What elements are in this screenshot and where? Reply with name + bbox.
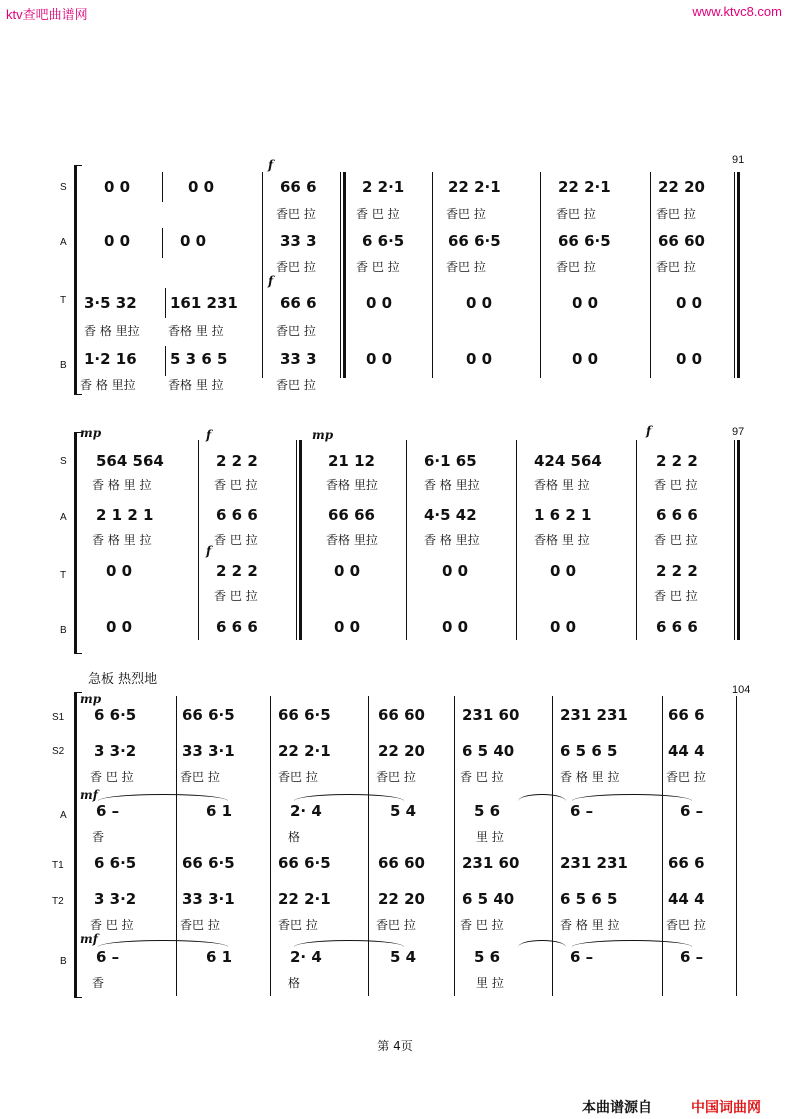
measure-notes: 5 4 xyxy=(390,948,417,966)
lyric: 香 格 里 拉 xyxy=(560,770,620,784)
measure-notes: 2 2 2 xyxy=(656,452,698,470)
lyric: 香巴 拉 xyxy=(180,770,220,784)
repeat-sign xyxy=(734,440,744,640)
measure-notes: 564 564 xyxy=(96,452,164,470)
lyric: 香 巴 拉 xyxy=(90,918,134,932)
measure-notes: 66 6 xyxy=(280,178,317,196)
measure-notes: 2 2 2 xyxy=(216,452,258,470)
measure-notes: 2 2 2 xyxy=(656,562,698,580)
measure-notes: 0 0 xyxy=(442,562,469,580)
tempo-marking: 急板 热烈地 xyxy=(88,672,158,687)
measure-notes: 6 – xyxy=(96,802,120,820)
measure-notes: 6 6·5 xyxy=(94,706,137,724)
measure-notes: 22 20 xyxy=(378,742,425,760)
system-brace xyxy=(74,432,82,654)
bar-line xyxy=(162,228,163,258)
measure-notes: 0 0 xyxy=(366,294,393,312)
bar-line xyxy=(262,172,263,378)
measure-notes: 0 0 xyxy=(550,618,577,636)
slur xyxy=(294,940,404,947)
measure-notes: 2 1 2 1 xyxy=(96,506,154,524)
measure-notes: 3·5 32 xyxy=(84,294,137,312)
measure-notes: 22 20 xyxy=(658,178,705,196)
measure-notes: 33 3·1 xyxy=(182,890,235,908)
dynamic-marking: f xyxy=(268,274,274,288)
site-header-left[interactable]: ktv查吧曲谱网 xyxy=(6,7,88,22)
measure-notes: 66 6·5 xyxy=(182,854,235,872)
measure-notes: 66 6·5 xyxy=(278,706,331,724)
measure-notes: 0 0 xyxy=(104,178,131,196)
staff-label: T2 xyxy=(52,896,64,907)
lyric: 香 格 里 拉 xyxy=(92,533,152,547)
system-2 xyxy=(0,420,790,650)
lyric: 香巴 拉 xyxy=(376,770,416,784)
measure-notes: 1·2 16 xyxy=(84,350,137,368)
measure-notes: 33 3 xyxy=(280,350,317,368)
dynamic-marking: mf xyxy=(80,788,98,802)
lyric: 香巴 拉 xyxy=(656,207,696,221)
lyric: 香 巴 拉 xyxy=(654,533,698,547)
lyric: 香格 里 拉 xyxy=(534,533,590,547)
lyric: 香巴 拉 xyxy=(376,918,416,932)
bar-line xyxy=(540,172,541,378)
staff-label: B xyxy=(60,625,67,636)
staff-label: S1 xyxy=(52,712,65,723)
lyric: 香巴 拉 xyxy=(276,260,316,274)
measure-notes: 22 20 xyxy=(378,890,425,908)
slur xyxy=(518,794,566,801)
measure-notes: 0 0 xyxy=(550,562,577,580)
dynamic-marking: mp xyxy=(80,692,102,706)
measure-notes: 231 231 xyxy=(560,854,628,872)
measure-notes: 66 6 xyxy=(668,854,705,872)
lyric: 香 巴 拉 xyxy=(460,770,504,784)
lyric: 香格 里 拉 xyxy=(534,478,590,492)
system-1 xyxy=(0,150,790,400)
measure-notes: 33 3·1 xyxy=(182,742,235,760)
measure-notes: 66 6·5 xyxy=(448,232,501,250)
dynamic-marking: f xyxy=(206,544,212,558)
staff-label: S2 xyxy=(52,746,65,757)
measure-notes: 6 6 6 xyxy=(216,506,258,524)
bar-line xyxy=(736,696,737,996)
lyric: 香巴 拉 xyxy=(276,378,316,392)
measure-notes: 6 5 40 xyxy=(462,742,515,760)
lyric: 香 格 里拉 xyxy=(424,533,480,547)
measure-notes: 0 0 xyxy=(334,618,361,636)
slur xyxy=(294,794,404,801)
measure-notes: 0 0 xyxy=(466,350,493,368)
measure-notes: 33 3 xyxy=(280,232,317,250)
bar-line xyxy=(176,696,177,996)
slur xyxy=(518,940,566,947)
measure-notes: 2 2·1 xyxy=(362,178,405,196)
measure-notes: 6 1 xyxy=(206,948,233,966)
measure-notes: 5 3 6 5 xyxy=(170,350,228,368)
bar-line xyxy=(516,440,517,640)
measure-notes: 6 – xyxy=(570,948,594,966)
bar-line xyxy=(432,172,433,378)
slur xyxy=(572,940,692,947)
measure-notes: 6 – xyxy=(680,948,704,966)
measure-notes: 4·5 42 xyxy=(424,506,477,524)
measure-notes: 0 0 xyxy=(104,232,131,250)
measure-notes: 6 6·5 xyxy=(362,232,405,250)
measure-notes: 0 0 xyxy=(442,618,469,636)
bar-line xyxy=(165,288,166,318)
measure-notes: 6 – xyxy=(570,802,594,820)
repeat-sign xyxy=(734,172,744,378)
lyric: 格 xyxy=(288,976,301,990)
measure-notes: 22 2·1 xyxy=(448,178,501,196)
measure-notes: 6·1 65 xyxy=(424,452,477,470)
bar-line xyxy=(552,696,553,996)
repeat-sign xyxy=(296,440,306,640)
staff-label: T xyxy=(60,295,67,306)
bar-line xyxy=(406,440,407,640)
lyric: 香巴 拉 xyxy=(278,770,318,784)
lyric: 香 巴 拉 xyxy=(654,478,698,492)
staff-label: S xyxy=(60,182,67,193)
measure-notes: 22 2·1 xyxy=(278,742,331,760)
measure-notes: 66 60 xyxy=(378,706,425,724)
lyric: 香巴 拉 xyxy=(278,918,318,932)
measure-notes: 0 0 xyxy=(466,294,493,312)
measure-notes: 22 2·1 xyxy=(558,178,611,196)
lyric: 香巴 拉 xyxy=(556,207,596,221)
measure-notes: 66 6 xyxy=(280,294,317,312)
lyric: 香巴 拉 xyxy=(666,770,706,784)
lyric: 香巴 拉 xyxy=(666,918,706,932)
measure-notes: 2 2 2 xyxy=(216,562,258,580)
bar-line xyxy=(162,172,163,202)
measure-notes: 6 6 6 xyxy=(216,618,258,636)
measure-notes: 5 6 xyxy=(474,802,501,820)
lyric: 香巴 拉 xyxy=(556,260,596,274)
measure-notes: 3 3·2 xyxy=(94,890,137,908)
lyric: 香巴 拉 xyxy=(276,207,316,221)
measure-notes: 5 4 xyxy=(390,802,417,820)
lyric: 香格 里拉 xyxy=(326,533,378,547)
bar-line xyxy=(368,696,369,996)
measure-notes: 6 5 40 xyxy=(462,890,515,908)
measure-notes: 0 0 xyxy=(106,618,133,636)
slur xyxy=(572,794,692,801)
bar-line xyxy=(662,696,663,996)
measure-notes: 66 6·5 xyxy=(278,854,331,872)
measure-notes: 6 5 6 5 xyxy=(560,890,618,908)
measure-notes: 424 564 xyxy=(534,452,602,470)
measure-notes: 22 2·1 xyxy=(278,890,331,908)
lyric: 香巴 拉 xyxy=(180,918,220,932)
footer-site-link[interactable]: 中国词曲网 xyxy=(691,1100,761,1116)
dynamic-marking: mp xyxy=(312,428,334,442)
measure-notes: 161 231 xyxy=(170,294,238,312)
measure-number: 97 xyxy=(732,426,745,438)
measure-notes: 0 0 xyxy=(180,232,207,250)
lyric: 香巴 拉 xyxy=(656,260,696,274)
measure-notes: 231 60 xyxy=(462,706,520,724)
lyric: 香巴 拉 xyxy=(446,207,486,221)
measure-notes: 0 0 xyxy=(106,562,133,580)
lyric: 里 拉 xyxy=(476,830,504,844)
measure-notes: 2· 4 xyxy=(290,948,322,966)
measure-notes: 6 – xyxy=(680,802,704,820)
measure-notes: 0 0 xyxy=(676,350,703,368)
measure-notes: 66 6·5 xyxy=(558,232,611,250)
measure-notes: 66 6·5 xyxy=(182,706,235,724)
bar-line xyxy=(270,696,271,996)
dynamic-marking: f xyxy=(646,424,652,438)
measure-notes: 3 3·2 xyxy=(94,742,137,760)
measure-notes: 66 60 xyxy=(658,232,705,250)
lyric: 香 巴 拉 xyxy=(214,589,258,603)
lyric: 香格 里 拉 xyxy=(168,378,224,392)
lyric: 香 巴 拉 xyxy=(214,533,258,547)
lyric: 香 格 里 拉 xyxy=(92,478,152,492)
lyric: 香 巴 拉 xyxy=(214,478,258,492)
system-brace xyxy=(74,165,82,395)
lyric: 香 xyxy=(92,976,105,990)
staff-label: B xyxy=(60,956,67,967)
staff-label: A xyxy=(60,512,67,523)
measure-notes: 6 – xyxy=(96,948,120,966)
measure-notes: 0 0 xyxy=(366,350,393,368)
measure-number: 104 xyxy=(732,684,751,696)
lyric: 香 格 里拉 xyxy=(84,324,140,338)
measure-notes: 6 6·5 xyxy=(94,854,137,872)
measure-notes: 5 6 xyxy=(474,948,501,966)
lyric: 里 拉 xyxy=(476,976,504,990)
lyric: 香 巴 拉 xyxy=(356,207,400,221)
measure-notes: 66 60 xyxy=(378,854,425,872)
page-number: 第 4页 xyxy=(377,1039,413,1053)
lyric: 香巴 拉 xyxy=(446,260,486,274)
system-brace xyxy=(74,692,82,998)
bar-line xyxy=(454,696,455,996)
staff-label: A xyxy=(60,810,67,821)
bar-line xyxy=(165,346,166,376)
measure-number: 91 xyxy=(732,154,745,166)
bar-line xyxy=(650,172,651,378)
measure-notes: 0 0 xyxy=(572,294,599,312)
lyric: 香 巴 拉 xyxy=(654,589,698,603)
staff-label: T xyxy=(60,570,67,581)
measure-notes: 2· 4 xyxy=(290,802,322,820)
lyric: 香 xyxy=(92,830,105,844)
measure-notes: 6 1 xyxy=(206,802,233,820)
bar-line xyxy=(198,440,199,640)
measure-notes: 231 60 xyxy=(462,854,520,872)
lyric: 香 格 里拉 xyxy=(80,378,136,392)
staff-label: S xyxy=(60,456,67,467)
lyric: 格 xyxy=(288,830,301,844)
lyric: 香格 里 拉 xyxy=(168,324,224,338)
dynamic-marking: mf xyxy=(80,932,98,946)
measure-notes: 0 0 xyxy=(334,562,361,580)
measure-notes: 6 6 6 xyxy=(656,506,698,524)
lyric: 香巴 拉 xyxy=(276,324,316,338)
dynamic-marking: f xyxy=(206,428,212,442)
measure-notes: 6 5 6 5 xyxy=(560,742,618,760)
dynamic-marking: f xyxy=(268,158,274,172)
measure-notes: 44 4 xyxy=(668,742,705,760)
slur xyxy=(98,940,228,947)
lyric: 香 巴 拉 xyxy=(460,918,504,932)
staff-label: T1 xyxy=(52,860,64,871)
lyric: 香格 里拉 xyxy=(326,478,378,492)
lyric: 香 巴 拉 xyxy=(90,770,134,784)
staff-label: A xyxy=(60,237,67,248)
footer-source-label: 本曲谱源自 xyxy=(582,1100,652,1116)
system-3 xyxy=(0,664,790,1004)
slur xyxy=(98,794,228,801)
site-header-right[interactable]: www.ktvc8.com xyxy=(692,4,782,19)
measure-notes: 1 6 2 1 xyxy=(534,506,592,524)
dynamic-marking: mp xyxy=(80,426,102,440)
measure-notes: 6 6 6 xyxy=(656,618,698,636)
measure-notes: 21 12 xyxy=(328,452,375,470)
lyric: 香 格 里 拉 xyxy=(560,918,620,932)
bar-line xyxy=(636,440,637,640)
measure-notes: 0 0 xyxy=(572,350,599,368)
measure-notes: 44 4 xyxy=(668,890,705,908)
staff-label: B xyxy=(60,360,67,371)
lyric: 香 巴 拉 xyxy=(356,260,400,274)
repeat-sign xyxy=(340,172,350,378)
measure-notes: 0 0 xyxy=(188,178,215,196)
measure-notes: 0 0 xyxy=(676,294,703,312)
measure-notes: 66 66 xyxy=(328,506,375,524)
measure-notes: 66 6 xyxy=(668,706,705,724)
measure-notes: 231 231 xyxy=(560,706,628,724)
lyric: 香 格 里拉 xyxy=(424,478,480,492)
